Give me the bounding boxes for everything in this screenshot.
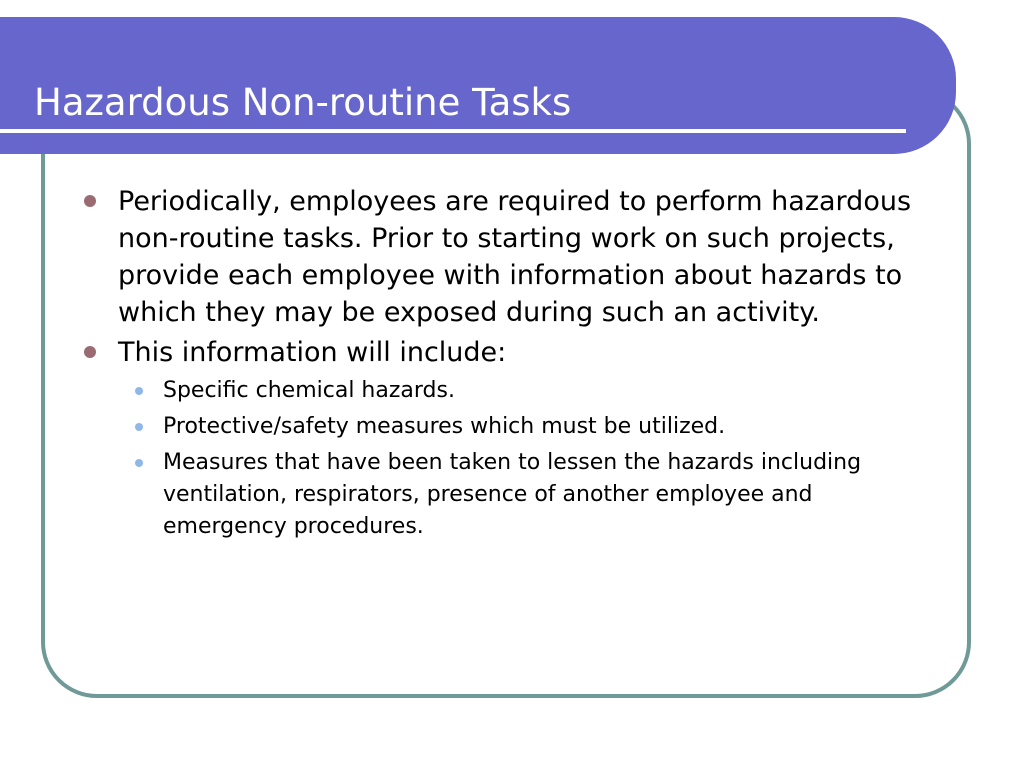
title-underline — [0, 129, 906, 133]
bullet-text: Periodically, employees are required to perform hazardous non-routine tasks. Prior to starting work on such projects, provide each employee with information about hazards to which they may be exposed during such an activity. — [118, 186, 912, 328]
primary-bullet-dot-icon — [84, 195, 96, 207]
secondary-bullet-dot-icon — [135, 387, 143, 395]
sub-bullet-list — [118, 375, 940, 543]
bullet-item — [80, 334, 940, 543]
slide-title: Hazardous Non-routine Tasks — [34, 81, 572, 124]
bullet-text: This information will include: — [118, 337, 507, 368]
sub-bullet-text: Measures that have been taken to lessen the hazards including ventilation, respirators, presence of another employee and emergency procedures. — [163, 450, 862, 539]
sub-bullet-item — [118, 447, 940, 543]
sub-bullet-item — [118, 411, 940, 443]
sub-bullet-text: Protective/safety measures which must be utilized. — [163, 414, 726, 439]
sub-bullet-text: Specific chemical hazards. — [163, 378, 455, 403]
bullet-item — [80, 183, 940, 331]
secondary-bullet-dot-icon — [135, 459, 143, 467]
secondary-bullet-dot-icon — [135, 423, 143, 431]
sub-bullet-item — [118, 375, 940, 407]
bullet-list — [80, 183, 940, 546]
primary-bullet-dot-icon — [84, 346, 96, 358]
